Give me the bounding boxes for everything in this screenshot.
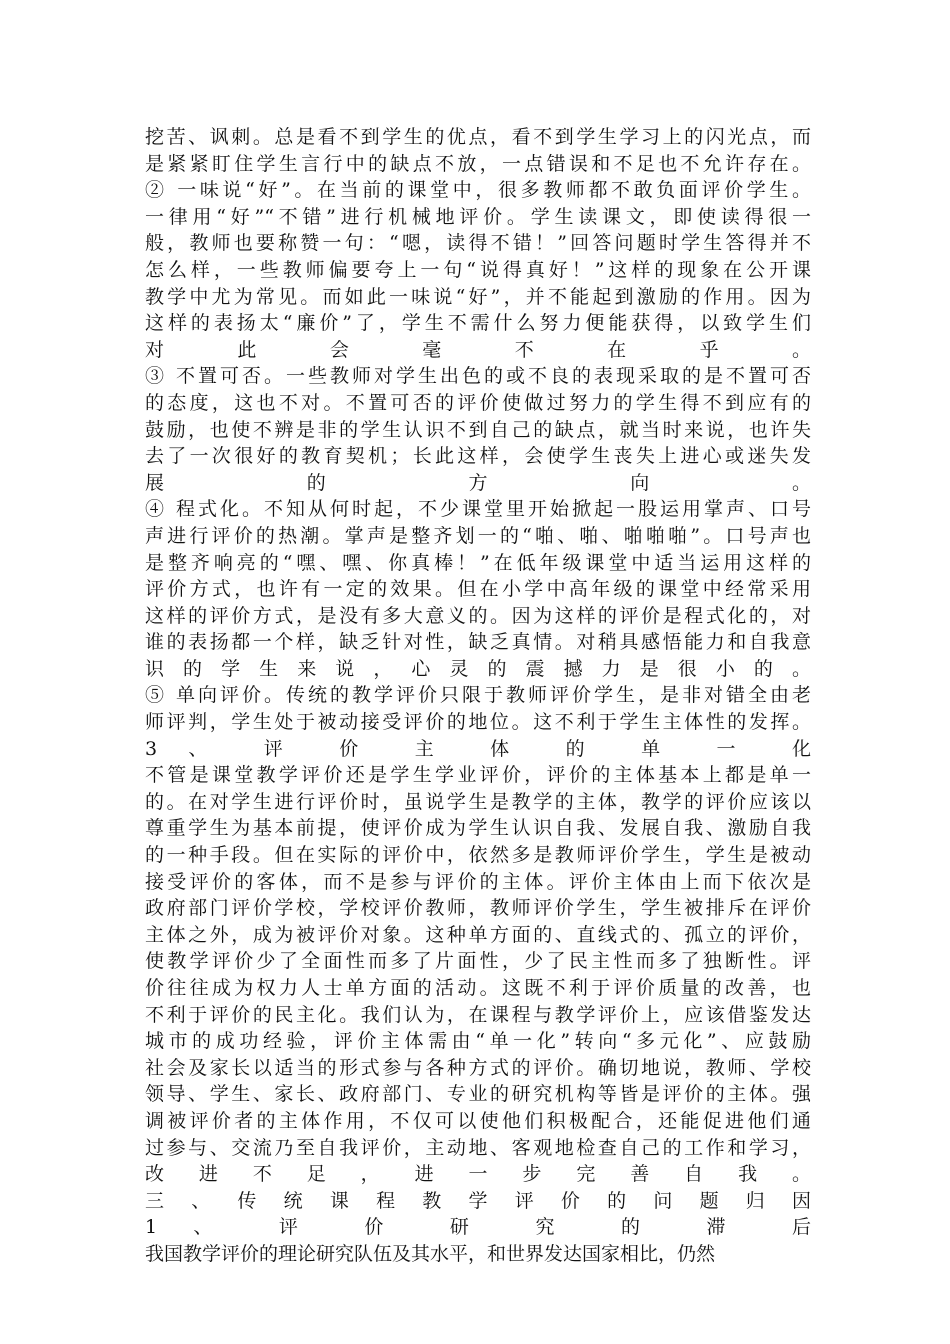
text-line: 一律用“好”“不错”进行机械地评价。学生读课文，即使读得很一 [145,205,811,228]
text-line: ⑤ 单向评价。传统的教学评价只限于教师评价学生，是非对错全由老 [145,684,811,707]
text-line: 评价方式，也许有一定的效果。但在小学中高年级的课堂中经常采用 [145,578,811,601]
text-line: 使教学评价少了全面性而多了片面性，少了民主性而多了独断性。评 [145,950,811,973]
text-line: 去了一次很好的教育契机；长此这样，会使学生丧失上进心或迷失发 [145,445,811,468]
text-line: 不利于评价的民主化。我们认为，在课程与教学评价上，应该借鉴发达 [145,1003,811,1026]
text-line: 尊重学生为基本前提，使评价成为学生认识自我、发展自我、激励自我 [145,817,811,840]
text-line: 的态度，这也不对。不置可否的评价使做过努力的学生得不到应有的 [145,391,811,414]
text-line: 这样的评价方式，是没有多大意义的。因为这样的评价是程式化的，对 [145,604,811,627]
text-line: 价往往成为权力人士单方面的活动。这既不利于评价质量的改善，也 [145,977,811,999]
text-line: 我国教学评价的理论研究队伍及其水平，和世界发达国家相比，仍然 [145,1242,716,1265]
text-line: 识 的 学 生 来 说 ， 心 灵 的 震 撼 力 是 很 小 的 。 [145,657,811,680]
text-line: 怎么样，一些教师偏要夸上一句“说得真好！”这样的现象在公开课 [145,258,811,281]
text-line: 接受评价的客体，而不是参与评价的主体。评价主体由上而下依次是 [145,870,811,893]
text-line: ④ 程式化。不知从何时起，不少课堂里开始掀起一股运用掌声、口号 [145,498,811,521]
text-line: 城市的成功经验，评价主体需由“单一化”转向“多元化”、应鼓励 [145,1030,811,1053]
text-line: 社会及家长以适当的形式参与各种方式的评价。确切地说，教师、学校 [145,1056,811,1079]
text-line: 教学中尤为常见。而如此一味说“好”，并不能起到激励的作用。因为 [145,285,811,308]
text-line: 是整齐响亮的“嘿、嘿、你真棒！”在低年级课堂中适当运用这样的 [145,551,811,574]
text-line: 政府部门评价学校，学校评价教师，教师评价学生，学生被排斥在评价 [145,897,811,920]
document-body [145,124,811,1268]
text-line: 声进行评价的热潮。掌声是整齐划一的“啪、啪、啪啪啪”。口号声也 [145,524,811,547]
text-line: 对 此 会 毫 不 在 乎 。 [145,338,811,361]
text-line: 过参与、交流乃至自我评价，主动地、客观地检查自己的工作和学习， [145,1136,811,1159]
text-line: 这样的表扬太“廉价”了，学生不需什么努力便能获得，以致学生们 [145,312,811,335]
text-line: 的。在对学生进行评价时，虽说学生是教学的主体，教学的评价应该以 [145,790,811,813]
text-line: 领导、学生、家长、政府部门、专业的研究机构等皆是评价的主体。强 [145,1083,811,1106]
text-line: 挖苦、讽刺。总是看不到学生的优点，看不到学生学习上的闪光点，而 [145,126,811,148]
text-line: 的一种手段。但在实际的评价中，依然多是教师评价学生，学生是被动 [145,844,811,867]
text-line: ③ 不置可否。一些教师对学生出色的或不良的表现采取的是不置可否 [145,365,811,388]
text-line: 谁的表扬都一个样，缺乏针对性，缺乏真情。对稍具感悟能力和自我意 [145,631,811,654]
section-heading: 3 、 评 价 主 体 的 单 一 化 [145,737,811,760]
text-line: 是紧紧盯住学生言行中的缺点不放，一点错误和不足也不允许存在。 [145,152,811,175]
section-heading: 1 、 评 价 研 究 的 滞 后 [145,1216,811,1239]
text-line: 调被评价者的主体作用，不仅可以使他们积极配合，还能促进他们通 [145,1109,811,1132]
text-line: 不管是课堂教学评价还是学生学业评价，评价的主体基本上都是单一 [145,764,811,787]
section-heading: 三 、 传 统 课 程 教 学 评 价 的 问 题 归 因 [145,1189,811,1212]
text-line: 改 进 不 足 ， 进 一 步 完 善 自 我 。 [145,1163,811,1186]
text-line: 展 的 方 向 。 [145,471,811,494]
text-line: 主体之外，成为被评价对象。这种单方面的、直线式的、孤立的评价， [145,923,811,946]
text-line: ② 一味说“好”。在当前的课堂中，很多教师都不敢负面评价学生。 [145,179,811,202]
text-line: 般，教师也要称赞一句：“嗯，读得不错！”回答问题时学生答得并不 [145,232,811,255]
text-line: 鼓励，也使不辨是非的学生认识不到自己的缺点，就当时来说，也许失 [145,418,811,441]
text-line: 师评判，学生处于被动接受评价的地位。这不利于学生主体性的发挥。 [145,711,811,734]
